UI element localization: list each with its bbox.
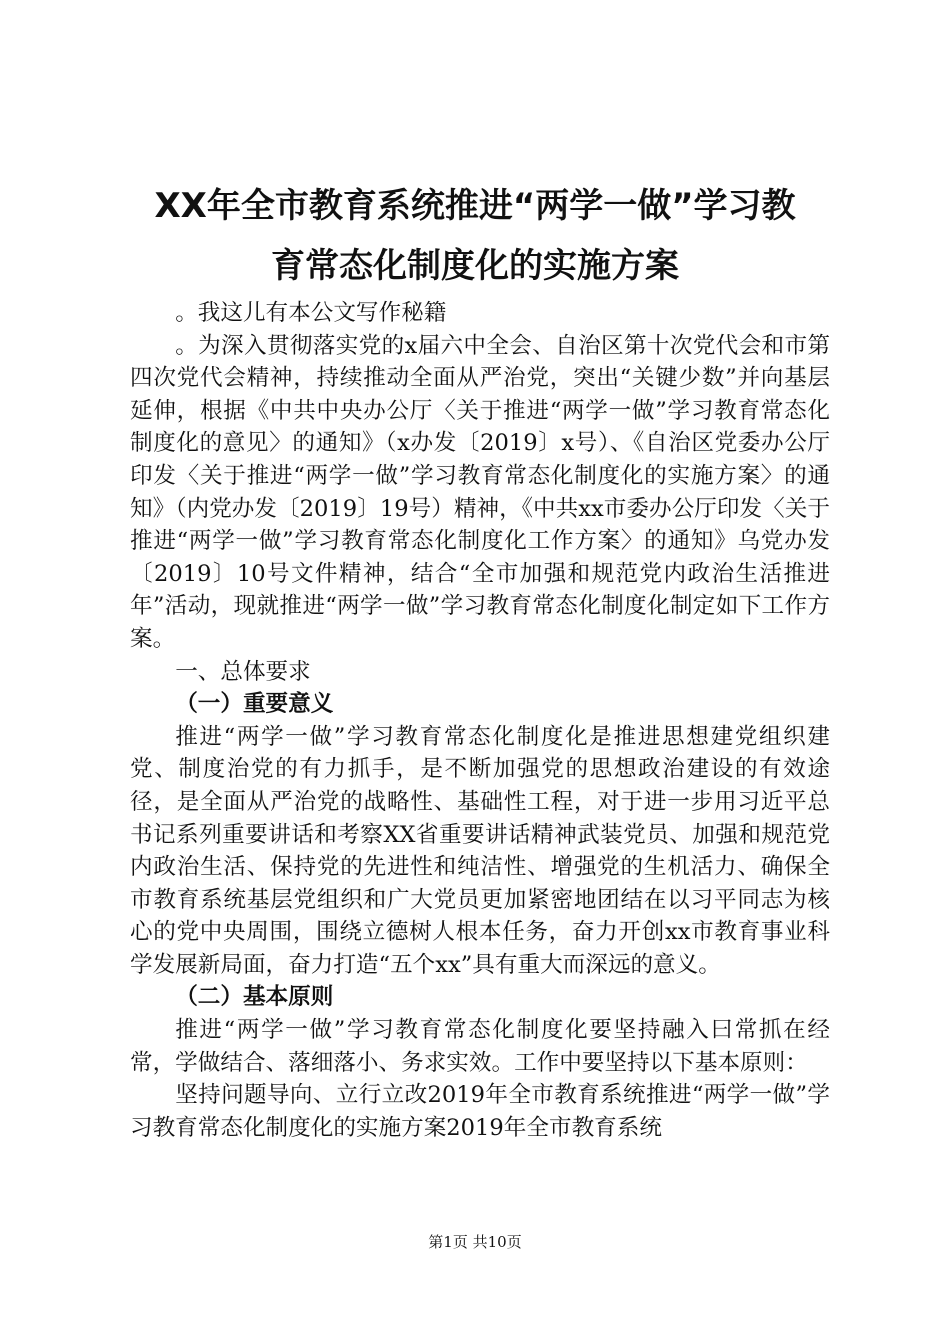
paragraph-intro-note: 。我这儿有本公文写作秘籍 bbox=[175, 300, 447, 326]
document-title bbox=[120, 176, 830, 296]
title-line-2: 育常态化制度化的实施方案 bbox=[271, 246, 679, 286]
paragraph-preamble: 。为深入贯彻落实党的x届六中全会、自治区第十次党代会和市第四次党代会精神，持续推动全面从严治党，突出“关键少数”并向基层延伸，根据《中共中央办公厅〈关于推进“两学一做”学习教育常态化制度化的意见〉的通知》（x办发〔2019〕x号）、《自治区党委办公厅印发〈关于推进“两学一做”学习教育常态化制度化的实施方案〉的通知》（内党办发〔2019〕19号）精神，《中共xx市委办公厅印发〈关于推进“两学一做”学习教育常态化制度化工作方案〉的通知》乌党办发〔2019〕10号文件精神，结合“全市加强和规范党内政治生活推进年”活动，现就推进“两学一做”学习教育常态化制度化制定如下工作方案。 bbox=[130, 332, 830, 652]
paragraph-last: 坚持问题导向、立行立改2019年全市教育系统推进“两学一做”学习教育常态化制度化的实施方案2019年全市教育系统 bbox=[130, 1082, 830, 1141]
section-heading-general-requirements: 一、总体要求 bbox=[175, 658, 311, 685]
paragraph-significance: 推进“两学一做”学习教育常态化制度化是推进思想建党组织建党、制度治党的有力抓手，是不断加强党的思想政治建设的有效途径，是全面从严治党的战略性、基础性工程，对于进一步用习近平总书记系列重要讲话和考察XX省重要讲话精神武装党员、加强和规范党内政治生活、保持党的先进性和纯洁性、增强党的生机活力、确保全市教育系统基层党组织和广大党员更加紧密地团结在以习平同志为核心的党中央周围，围绕立德树人根本任务，奋力开创xx市教育事业科学发展新局面，奋力打造“五个xx”具有重大而深远的意义。 bbox=[130, 723, 830, 978]
paragraph-principles: 推进“两学一做”学习教育常态化制度化要坚持融入曰常抓在经常，学做结合、落细落小、务求实效。工作中要坚持以下基本原则： bbox=[130, 1017, 830, 1076]
title-line-1: XX年全市教育系统推进“两学一做”学习教 bbox=[154, 186, 796, 226]
subheading-principles: （二）基本原则 bbox=[175, 984, 334, 1011]
subheading-significance: （一）重要意义 bbox=[175, 691, 334, 718]
document-body bbox=[130, 297, 830, 1144]
page-footer: 第1页 共10页 bbox=[428, 1233, 522, 1251]
